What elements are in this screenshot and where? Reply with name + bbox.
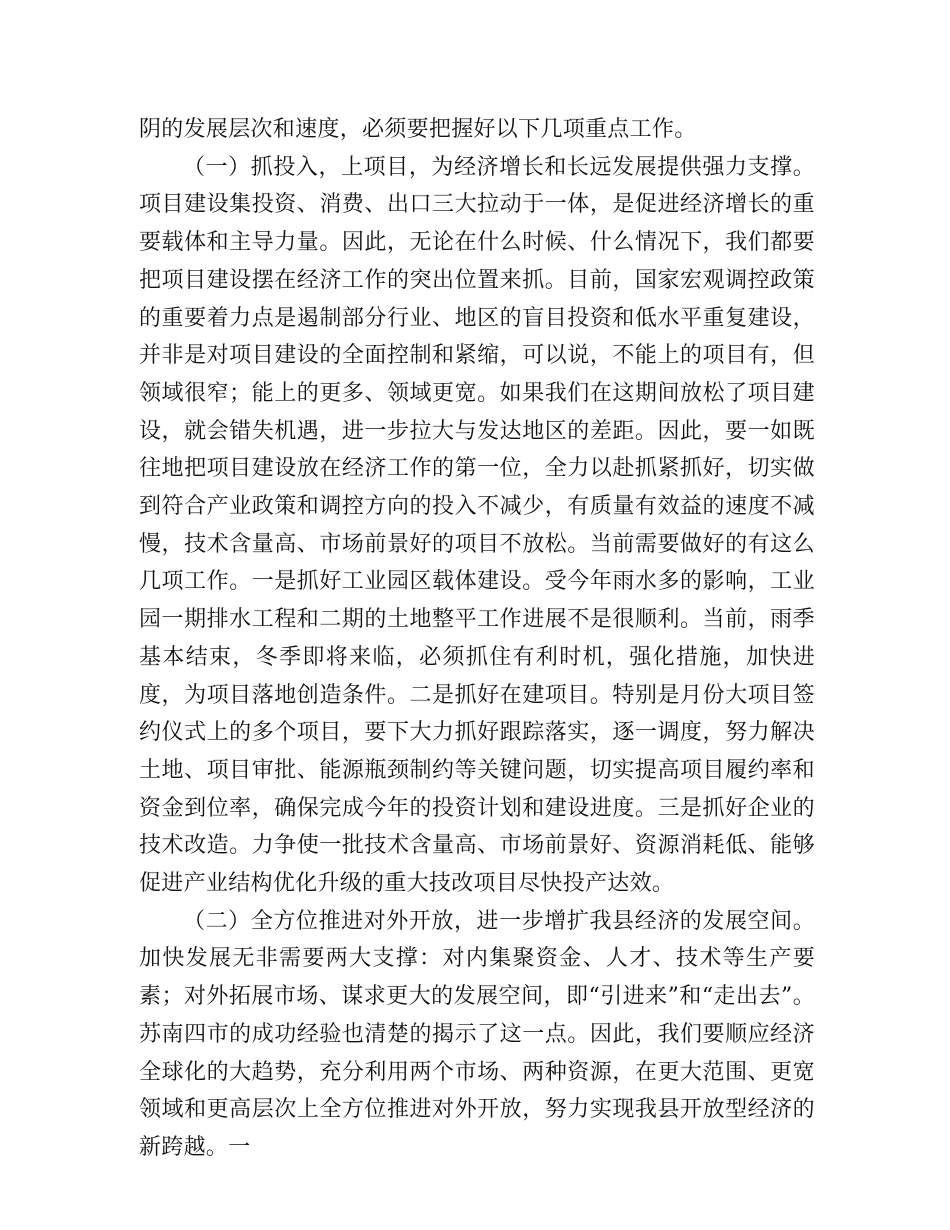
document-body (139, 111, 815, 1167)
paragraph-section-one: （一）抓投入，上项目，为经济增长和长远发展提供强力支撑。项目建设集投资、消费、出口三大拉动于一体，是促进经济增长的重要载体和主导力量。因此，无论在什么时候、什么情况下，我们都要把项目建设摆在经济工作的突出位置来抓。目前，国家宏观调控政策的重要着力点是遏制部分行业、地区的盲目投资和低水平重复建设，并非是对项目建设的全面控制和紧缩，可以说，不能上的项目有，但领域很窄；能上的更多、领域更宽。如果我们在这期间放松了项目建设，就会错失机遇，进一步拉大与发达地区的差距。因此，要一如既往地把项目建设放在经济工作的第一位，全力以赴抓紧抓好，切实做到符合产业政策和调控方向的投入不减少，有质量有效益的速度不减慢，技术含量高、市场前景好的项目不放松。当前需要做好的有这么几项工作。一是抓好工业园区载体建设。受今年雨水多的影响，工业园一期排水工程和二期的土地整平工作进展不是很顺利。当前，雨季基本结束，冬季即将来临，必须抓住有利时机，强化措施，加快进度，为项目落地创造条件。二是抓好在建项目。特别是月份大项目签约仪式上的多个项目，要下大力抓好跟踪落实，逐一调度，努力解决土地、项目审批、能源瓶颈制约等关键问题，切实提高项目履约率和资金到位率，确保完成今年的投资计划和建设进度。三是抓好企业的技术改造。力争使一批技术含量高、市场前景好、资源消耗低、能够促进产业结构优化升级的重大技改项目尽快投产达效。 (139, 154, 815, 897)
paragraph-continuation: 阴的发展层次和速度，必须要把握好以下几项重点工作。 (139, 117, 697, 142)
paragraph-section-two: （二）全方位推进对外开放，进一步增扩我县经济的发展空间。加快发展无非需要两大支撑：对内集聚资金、人才、技术等生产要素；对外拓展市场、谋求更大的发展空间，即“引进来”和“走出去”。苏南四市的成功经验也清楚的揭示了这一点。因此，我们要顺应经济全球化的大趋势，充分利用两个市场、两种资源，在更大范围、更宽领域和更高层次上全方位推进对外开放，努力实现我县开放型经济的新跨越。一 (139, 908, 815, 1160)
